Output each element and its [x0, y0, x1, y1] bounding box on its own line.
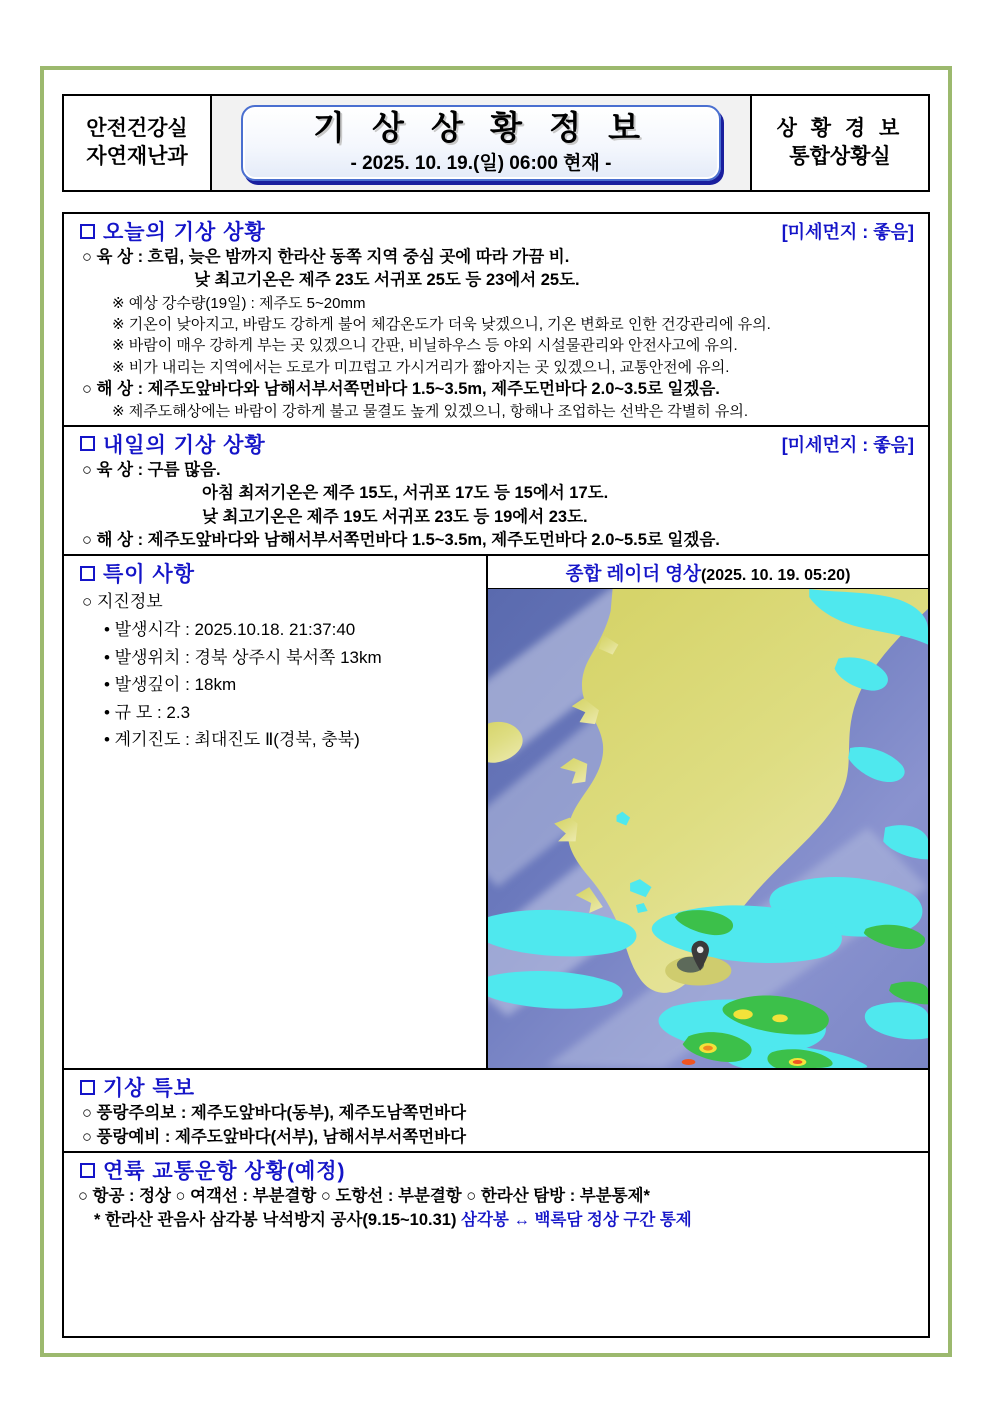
page-subtitle-timestamp: - 2025. 10. 19.(일) 06:00 현재 - — [350, 153, 612, 175]
composite-radar-image — [488, 589, 928, 1068]
earthquake-subheading: ○ 지진정보 — [82, 592, 163, 612]
checkbox-icon — [80, 436, 95, 451]
hallasan-trail-note — [78, 1209, 918, 1232]
section-special-and-radar — [64, 554, 928, 1068]
today-land-line-2: 낮 최고기온은 제주 23도 서귀포 25도 등 23에서 25도. — [194, 271, 580, 290]
earthquake-intensity: • 계기진도 : 최대진도 Ⅱ(경북, 충북) — [104, 730, 360, 750]
earthquake-time: • 발생시각 : 2025.10.18. 21:37:40 — [104, 619, 356, 639]
today-land-line-1: ○ 육 상 : 흐림, 늦은 밤까지 한라산 동쪽 지역 중심 곳에 따라 가끔 비. — [82, 248, 570, 266]
header-situation-room-cell — [750, 96, 928, 190]
warning-wave-advisory: ○ 풍랑주의보 : 제주도앞바다(동부), 제주도남쪽먼바다 — [82, 1104, 467, 1123]
page-title: 기 상 상 황 정 보 — [312, 108, 650, 146]
tomorrow-sea-line: ○ 해 상 : 제주도앞바다와 남해서부서쪽먼바다 1.5~3.5m, 제주도먼바다 2.0~5.5로 일겠음. — [82, 531, 720, 550]
earthquake-info-list — [64, 588, 486, 755]
radar-image-graphic — [488, 589, 928, 1068]
today-note-1: ※ 예상 강수량(19일) : 제주도 5~20mm — [112, 294, 366, 312]
today-sea-note: ※ 제주도해상에는 바람이 강하게 불고 물결도 높게 있겠으니, 항해나 조업하는 선박은 각별히 유의. — [112, 403, 749, 421]
document-body — [62, 212, 930, 1338]
section-tomorrow-header — [64, 427, 928, 459]
header-department-cell — [64, 96, 212, 190]
checkbox-icon — [80, 1080, 95, 1095]
checkbox-icon — [80, 566, 95, 581]
earthquake-depth: • 발생깊이 : 18km — [104, 675, 237, 695]
radar-caption — [488, 556, 928, 589]
section-special-notes — [64, 556, 488, 1068]
section-today-weather — [64, 214, 928, 425]
checkbox-icon — [80, 224, 95, 239]
section-today-title-group — [80, 216, 266, 246]
section-tomorrow-weather — [64, 425, 928, 555]
situation-alert-label: 상 황 경 보 — [776, 116, 904, 140]
today-note-3: ※ 바람이 매우 강하게 부는 곳 있겠으니 간판, 비닐하우스 등 야외 시설물관리와 안전사고에 유의. — [112, 337, 738, 355]
section-title-traffic: 연륙 교통운항 상황(예정) — [103, 1160, 346, 1184]
radar-panel — [488, 556, 928, 1068]
transport-status-line: ○ 항공 : 정상 ○ 여객선 : 부분결항 ○ 도항선 : 부분결항 ○ 한라산 탐방 : 부분통제* — [78, 1187, 650, 1206]
section-traffic-title-group — [80, 1155, 346, 1185]
section-traffic-header — [64, 1153, 928, 1185]
section-traffic-content — [64, 1185, 928, 1234]
section-tomorrow-title-group — [80, 429, 266, 459]
hallasan-note-text: * 한라산 관음사 삼각봉 낙석방지 공사(9.15~10.31) — [94, 1210, 462, 1229]
integrated-situation-room-label: 통합상황실 — [789, 145, 891, 168]
today-sea-line: ○ 해 상 : 제주도앞바다와 남해서부서쪽먼바다 1.5~3.5m, 제주도먼바다 2.0~3.5로 일겠음. — [82, 380, 720, 399]
hallasan-note-highlight: 삼각봉 ↔ 백록담 정상 구간 통제 — [461, 1210, 692, 1229]
section-special-header — [64, 556, 486, 588]
section-warnings-header — [64, 1070, 928, 1102]
tomorrow-land-line-1: ○ 육 상 : 구름 많음. — [82, 460, 221, 479]
earthquake-magnitude: • 규 모 : 2.3 — [104, 702, 191, 722]
earthquake-location: • 발생위치 : 경북 상주시 북서쪽 13km — [104, 647, 382, 667]
warning-wave-preliminary: ○ 풍랑예비 : 제주도앞바다(서부), 남해서부서쪽먼바다 — [82, 1127, 467, 1146]
title-capsule — [241, 105, 721, 181]
section-weather-warnings — [64, 1068, 928, 1151]
tomorrow-land-line-2: 아침 최저기온은 제주 15도, 서귀포 17도 등 15에서 17도. — [202, 484, 609, 503]
status-badge-dust-tomorrow: [미세먼지 : 좋음] — [781, 434, 914, 455]
document-header — [62, 94, 930, 192]
department-division: 자연재난과 — [86, 145, 188, 168]
section-today-content — [64, 246, 928, 425]
today-note-4: ※ 비가 내리는 지역에서는 도로가 미끄럽고 가시거리가 짧아지는 곳 있겠으니, 교통안전에 유의. — [112, 358, 730, 376]
section-title-special: 특이 사항 — [103, 563, 195, 587]
department-office: 안전건강실 — [86, 116, 188, 140]
section-title-tomorrow: 내일의 기상 상황 — [103, 433, 266, 457]
section-title-today: 오늘의 기상 상황 — [103, 221, 266, 244]
header-title-cell — [212, 96, 750, 190]
radar-caption-timestamp: (2025. 10. 19. 05:20) — [700, 567, 851, 585]
radar-caption-title: 종합 레이더 영상 — [565, 563, 701, 585]
section-title-warnings: 기상 특보 — [103, 1077, 195, 1101]
section-special-title-group — [80, 558, 195, 588]
section-warnings-title-group — [80, 1072, 195, 1102]
section-today-header — [64, 214, 928, 246]
today-note-2: ※ 기온이 낮아지고, 바람도 강하게 불어 체감온도가 더욱 낮겠으니, 기온 변화로 인한 건강관리에 유의. — [112, 316, 771, 334]
checkbox-icon — [80, 1163, 95, 1178]
tomorrow-land-line-3: 낮 최고기온은 제주 19도 서귀포 23도 등 19에서 23도. — [202, 507, 588, 526]
section-transport-status — [64, 1151, 928, 1234]
section-warnings-content — [64, 1102, 928, 1151]
status-badge-dust-today: [미세먼지 : 좋음] — [781, 222, 914, 242]
section-tomorrow-content — [64, 459, 928, 555]
